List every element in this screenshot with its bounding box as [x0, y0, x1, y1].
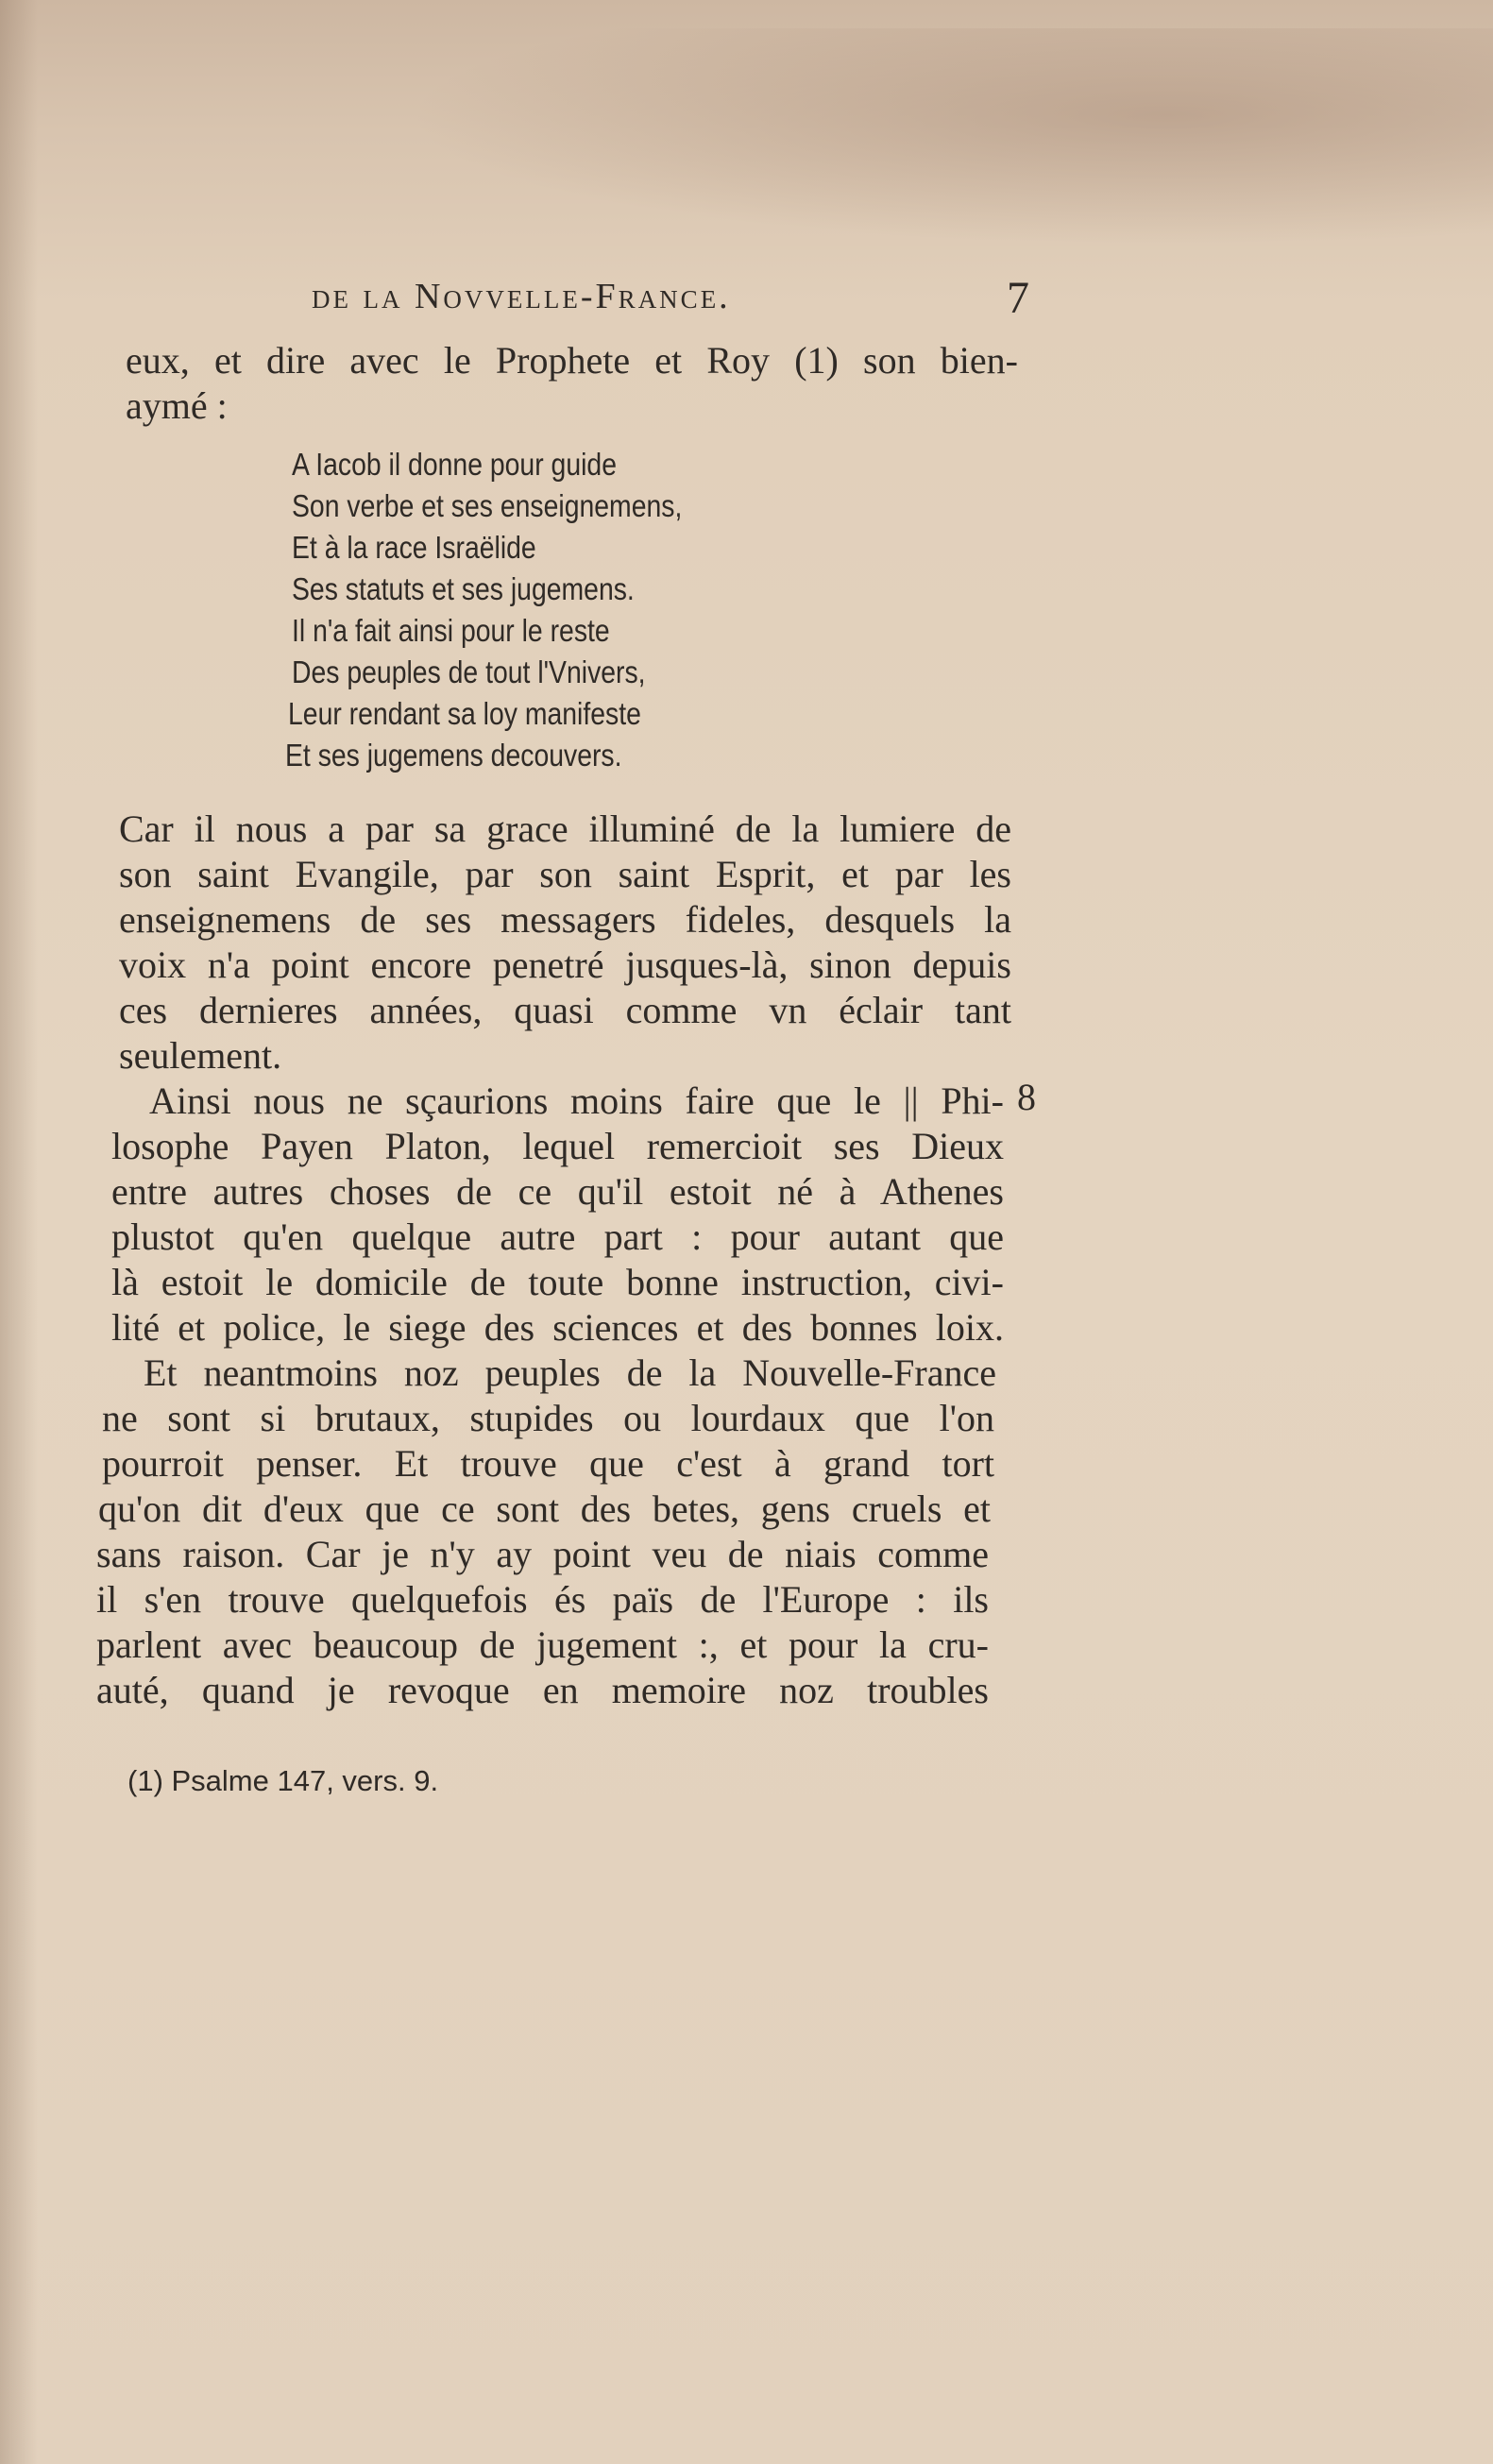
text-line: parlent avec beaucoup de jugement :, et pour la cru-	[96, 1623, 989, 1666]
text-line: losophe Payen Platon, lequel remercioit ses Dieux	[111, 1125, 1004, 1167]
text-line: Et neantmoins noz peuples de la Nouvelle-France	[144, 1351, 996, 1394]
verse-line: A Iacob il donne pour guide	[292, 447, 617, 482]
verse-line: Des peuples de tout l'Vnivers,	[292, 654, 646, 689]
gutter-shadow	[0, 0, 38, 2464]
text-line: voix n'a point encore penetré jusques-là, sinon depuis	[119, 943, 1011, 986]
text-line: il s'en trouve quelquefois és païs de l'Europe : ils	[96, 1578, 989, 1621]
text-line: auté, quand je revoque en memoire noz troubles	[96, 1669, 989, 1711]
text-line: enseignemens de ses messagers fideles, desquels la	[119, 898, 1011, 941]
verse-line: Son verbe et ses enseignemens,	[292, 488, 683, 523]
page-header	[312, 273, 1029, 329]
paper-stain	[406, 28, 1493, 246]
text-line: qu'on dit d'eux que ce sont des betes, gens cruels et	[98, 1487, 991, 1530]
text-line: ne sont si brutaux, stupides ou lourdaux que l'on	[102, 1397, 994, 1439]
verse-line: Et ses jugemens decouvers.	[285, 738, 622, 773]
margin-page-number: 8	[1017, 1076, 1036, 1118]
verse-line: Il n'a fait ainsi pour le reste	[292, 613, 610, 648]
running-title: de la Novvelle-France.	[312, 277, 731, 316]
page-number: 7	[1007, 273, 1029, 323]
text-line: lité et police, le siege des sciences et des bonnes loix.	[111, 1306, 1004, 1349]
verse-line: Leur rendant sa loy manifeste	[288, 696, 641, 731]
verse-line: Ses statuts et ses jugemens.	[292, 571, 635, 606]
text-line: pourroit penser. Et trouve que c'est à grand tort	[102, 1442, 994, 1485]
text-line: là estoit le domicile de toute bonne instruction, civi-	[111, 1261, 1004, 1303]
text-line: sans raison. Car je n'y ay point veu de niais comme	[96, 1533, 989, 1575]
text-line: eux, et dire avec le Prophete et Roy (1) son bien-	[126, 339, 1018, 382]
text-line: ces dernieres années, quasi comme vn éclair tant	[119, 989, 1011, 1031]
text-line: plustot qu'en quelque autre part : pour autant que	[111, 1215, 1004, 1258]
text-line: Ainsi nous ne sçaurions moins faire que le || Phi-	[149, 1079, 1004, 1122]
footnote: (1) Psalme 147, vers. 9.	[127, 1764, 439, 1797]
text-line: Car il nous a par sa grace illuminé de la lumiere de	[119, 807, 1011, 850]
text-line: son saint Evangile, par son saint Esprit, et par les	[119, 853, 1011, 895]
text-line: seulement.	[119, 1034, 282, 1077]
verse-line: Et à la race Israëlide	[292, 530, 536, 565]
text-line: entre autres choses de ce qu'il estoit né à Athenes	[111, 1170, 1004, 1213]
text-line: aymé :	[126, 384, 228, 427]
